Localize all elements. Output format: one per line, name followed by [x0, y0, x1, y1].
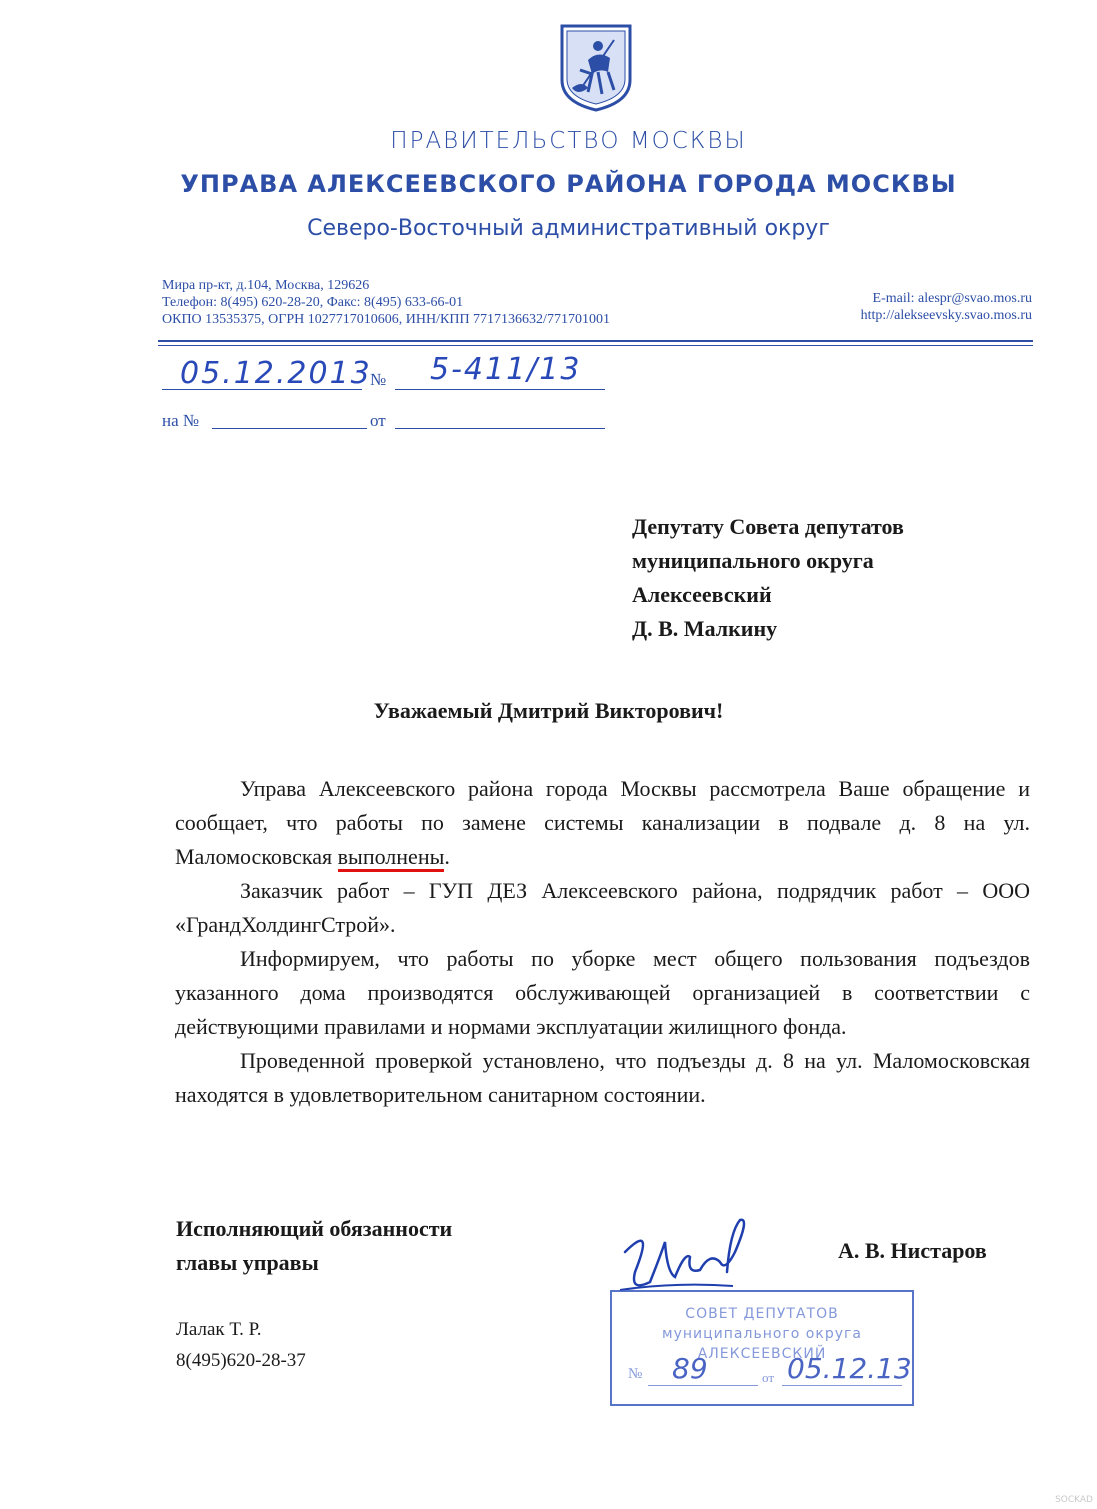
header-rule-bottom	[158, 345, 1033, 346]
email-link[interactable]: E-mail: alespr@svao.mos.ru	[872, 291, 1032, 306]
stamp-handwritten-number: 89	[672, 1352, 708, 1385]
address-line: Мира пр-кт, д.104, Москва, 129626	[162, 278, 370, 293]
paragraph: Заказчик работ – ГУП ДЕЗ Алексеевского района, подрядчик работ – ООО «ГрандХолдингСтрой».	[175, 878, 1030, 937]
greeting: Уважаемый Дмитрий Викторович!	[373, 698, 724, 723]
moscow-coat-of-arms-icon	[558, 22, 634, 112]
registration-stamp	[610, 1290, 914, 1406]
stamp-line: АЛЕКСЕЕВСКИЙ	[697, 1346, 827, 1362]
executor-phone: 8(495)620-28-37	[176, 1350, 306, 1371]
signatory-name: А. В. Нистаров	[838, 1238, 987, 1263]
online-contacts	[861, 290, 1032, 324]
addressee-block	[632, 510, 904, 646]
stamp-date-underline	[782, 1385, 902, 1386]
handwritten-number: 5-411/13	[430, 352, 582, 387]
addressee-name: Д. В. Малкину	[632, 616, 778, 641]
paragraph: Управа Алексеевского района города Москвы рассмотрела Ваше обращение и сообщает, что работы по замене системы канализации в подвале д. 8 на ул. Маломосковская выполнены.	[175, 772, 1030, 874]
phone-line: Телефон: 8(495) 620-28-20, Факс: 8(495) 633-66-01	[162, 295, 464, 310]
contacts-block	[162, 277, 610, 328]
signatory-title: Исполняющий обязанности главы управы	[176, 1216, 453, 1275]
website-link[interactable]: http://alekseevsky.svao.mos.ru	[860, 308, 1032, 323]
watermark: SOCKAD	[1055, 1495, 1093, 1505]
addressee-line: Алексеевский	[632, 582, 772, 607]
stamp-from-label: от	[762, 1370, 775, 1385]
header-rule-top	[158, 340, 1033, 342]
addressee-line: муниципального округа	[632, 548, 874, 573]
letter-body	[175, 772, 1030, 1112]
handwritten-date: 05.12.2013	[180, 356, 372, 391]
paragraph: Информируем, что работы по уборке мест общего пользования подъездов указанного дома производятся обслуживающей организацией в соответствии с действующими правилами и нормами эксплуатации жилищного фонда.	[175, 946, 1030, 1039]
from-label: от	[370, 411, 386, 430]
stamp-line: муниципального округа	[662, 1326, 862, 1342]
addressee-line: Депутату Совета депутатов	[632, 514, 904, 539]
stamp-line: СОВЕТ ДЕПУТАТОВ	[685, 1306, 839, 1322]
stamp-number-label: №	[628, 1366, 643, 1382]
executor-block	[176, 1314, 306, 1376]
reply-label: на №	[162, 411, 200, 430]
from-underline	[395, 428, 605, 429]
codes-line: ОКПО 13535375, ОГРН 1027717010606, ИНН/КПП 7717136632/771701001	[162, 312, 610, 327]
organization-title: УПРАВА АЛЕКСЕЕВСКОГО РАЙОНА ГОРОДА МОСКВЫ	[180, 170, 957, 198]
district-subtitle: Северо-Восточный административный округ	[307, 216, 830, 241]
paragraph: Проведенной проверкой установлено, что подъезды д. 8 на ул. Маломосковская находятся в удовлетворительном санитарном состоянии.	[175, 1048, 1030, 1107]
highlighted-word: выполнены	[338, 844, 445, 872]
handwritten-signature-icon	[615, 1212, 765, 1302]
government-title: ПРАВИТЕЛЬСТВО МОСКВЫ	[390, 128, 747, 154]
reply-underline	[212, 428, 367, 429]
number-label: №	[370, 370, 387, 389]
executor-name: Лалак Т. Р.	[176, 1319, 262, 1340]
stamp-handwritten-date: 05.12.13	[787, 1352, 912, 1385]
number-underline	[395, 389, 605, 390]
stamp-number-underline	[648, 1385, 758, 1386]
